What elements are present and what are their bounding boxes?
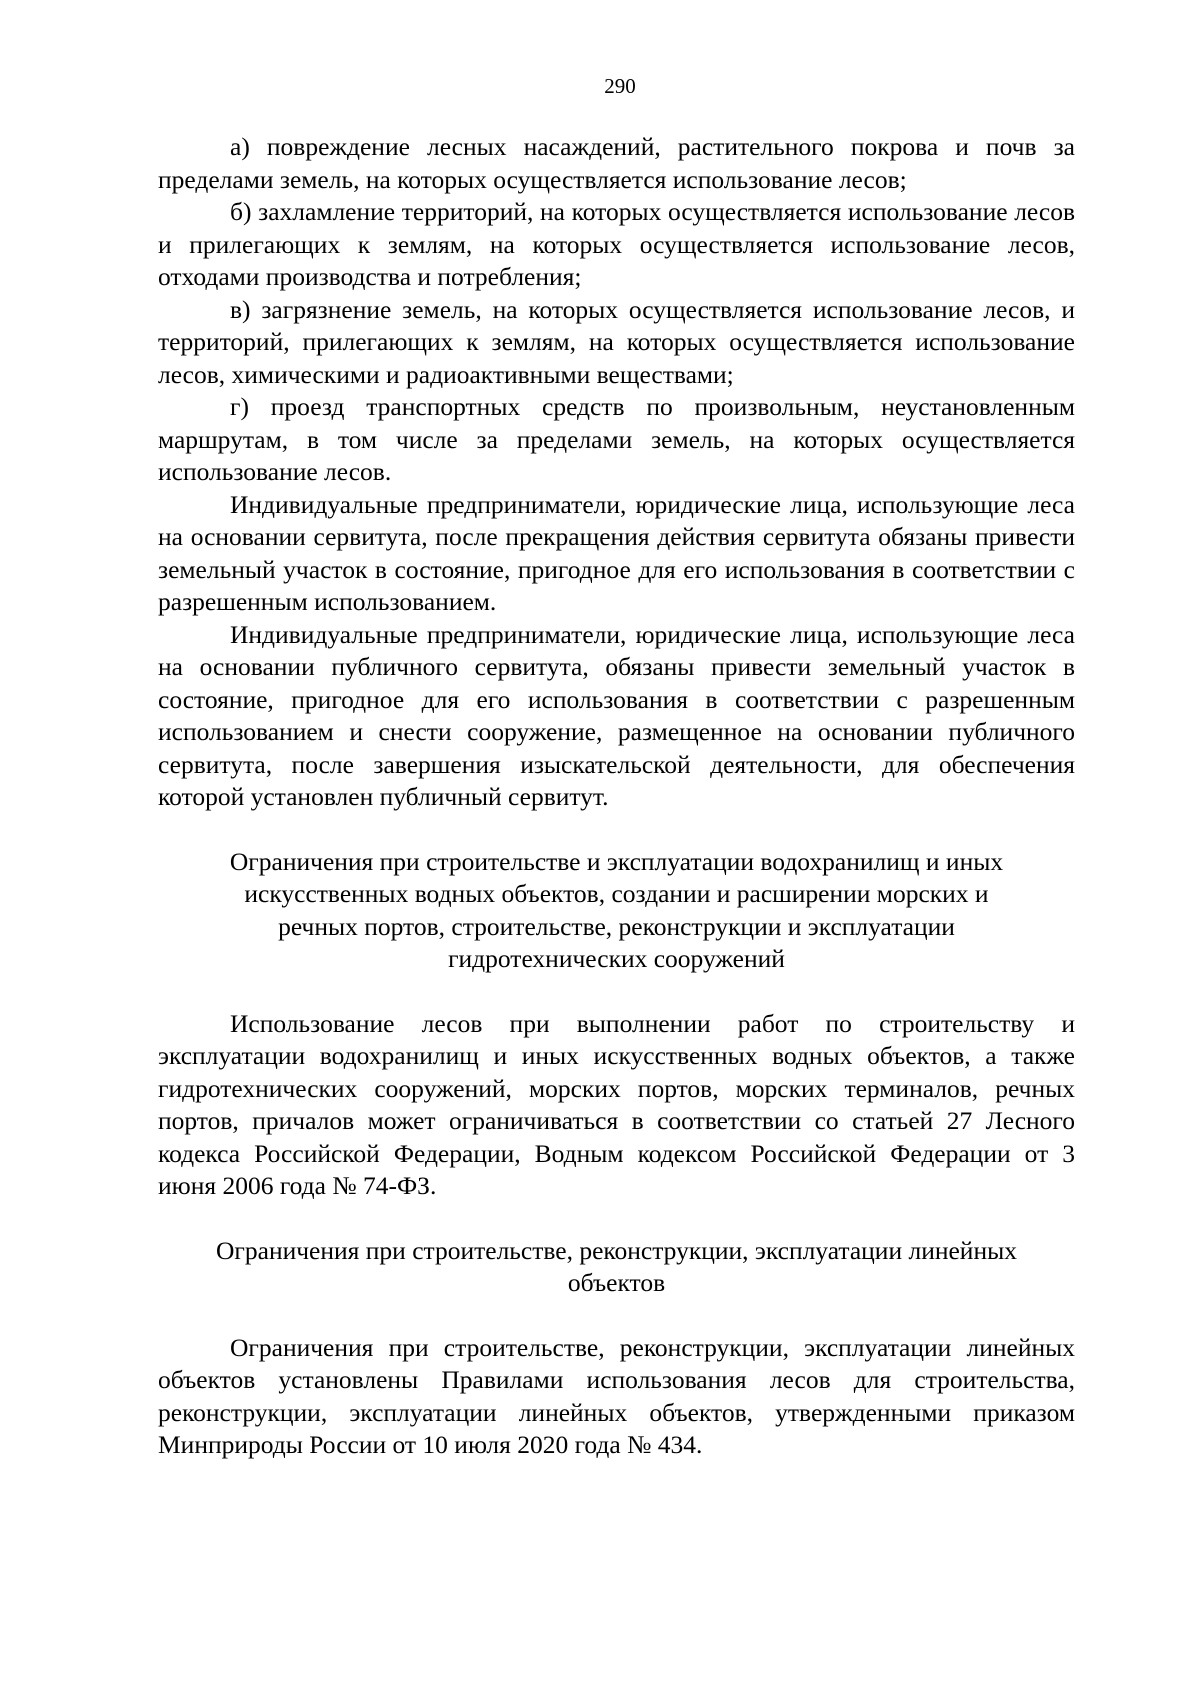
paragraph-item-v: в) загрязнение земель, на которых осуществляется использование лесов, и территорий, прилегающих к землям, на которых осуществляется использование лесов, химическими и радиоактивными веществами; <box>158 294 1075 389</box>
paragraph-item-b: б) захламление территорий, на которых осуществляется использование лесов и прилегающих к землям, на которых осуществляется использование лесов, отходами производства и потребления; <box>158 197 1075 291</box>
paragraph-servitude: Индивидуальные предприниматели, юридические лица, использующие леса на основании сервитута, после прекращения действия сервитута обязаны привести земельный участок в состояние, пригодное для его использования в соответствии с разрешенным использованием. <box>158 489 1075 616</box>
section-heading-linear-objects <box>158 1235 1075 1300</box>
heading-line: искусственных водных объектов, создании и расширении морских и <box>244 879 989 908</box>
page-number: 290 <box>604 74 636 98</box>
section-paragraph-linear-objects: Ограничения при строительстве, реконструкции, эксплуатации линейных объектов установлены Правилами использования лесов для строительства, реконструкции, эксплуатации линейных объектов, утвержденными приказом Минприроды России от 10 июля 2020 года № 434. <box>158 1332 1075 1459</box>
paragraph-item-g: г) проезд транспортных средств по произвольным, неустановленным маршрутам, в том числе за пределами земель, на которых осуществляется использование лесов. <box>158 392 1075 486</box>
heading-line: Ограничения при строительстве и эксплуатации водохранилищ и иных <box>229 846 1004 876</box>
paragraph-item-a: а) повреждение лесных насаждений, растительного покрова и почв за пределами земель, на которых осуществляется использование лесов; <box>158 132 1075 194</box>
document-body <box>158 131 1075 1462</box>
paragraph-public-servitude: Индивидуальные предприниматели, юридические лица, использующие леса на основании публичного сервитута, обязаны привести земельный участок в состояние, пригодное для его использования в соответствии с разрешенным использованием и снести сооружение, размещенное на основании публичного сервитута, после завершения изыскательской деятельности, для обеспечения которой установлен публичный сервитут. <box>158 619 1075 811</box>
heading-line: гидротехнических сооружений <box>448 944 785 973</box>
heading-line: объектов <box>567 1268 666 1297</box>
heading-line: Ограничения при строительстве, реконструкции, эксплуатации линейных <box>216 1235 1017 1265</box>
heading-line: речных портов, строительстве, реконструкции и эксплуатации <box>278 911 955 941</box>
section-paragraph-reservoirs: Использование лесов при выполнении работ по строительству и эксплуатации водохранилищ и иных искусственных водных объектов, а также гидротехнических сооружений, морских портов, морских терминалов, речных портов, причалов может ограничиваться в соответствии со статьей 27 Лесного кодекса Российской Федерации, Водным кодексом Российской Федерации от 3 июня 2006 года № 74-ФЗ. <box>158 1008 1075 1200</box>
section-heading-reservoirs <box>158 846 1075 976</box>
